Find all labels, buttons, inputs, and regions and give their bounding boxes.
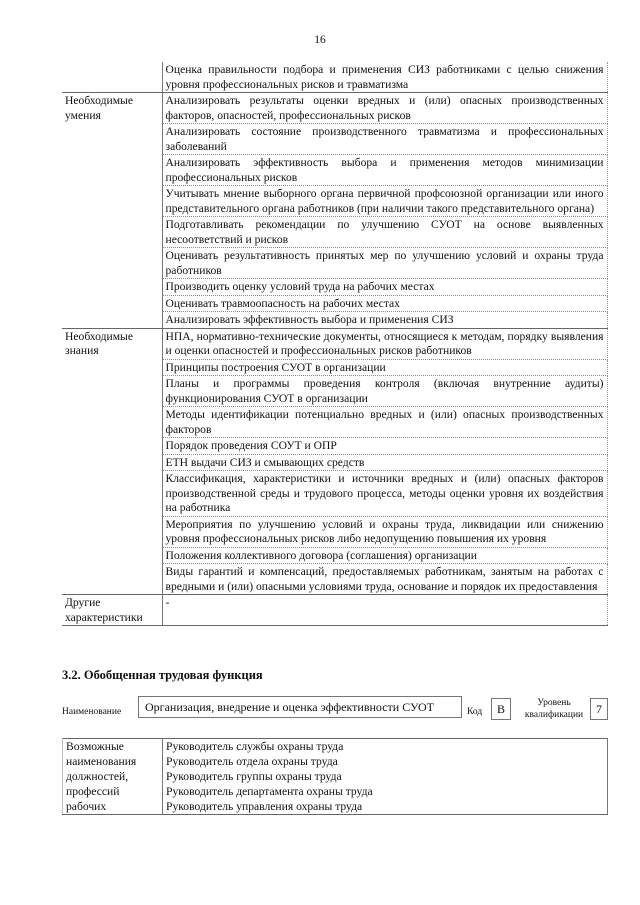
knowledge-item: Методы идентификации потенциально вредных и (или) опасных производственных факторов xyxy=(162,407,607,438)
job-title-item: Руководитель отдела охраны труда xyxy=(166,755,338,768)
skill-item: Оценивать результативность принятых мер по улучшению условий и охраны труда работников xyxy=(162,248,607,279)
skill-item: Учитывать мнение выборного органа первичной профсоюзной организации или иного представительного органа работников (при наличии такого представительного органа) xyxy=(162,186,607,217)
other-characteristics-label: Другие характеристики xyxy=(62,595,162,626)
job-title-item: Руководитель группы охраны труда xyxy=(166,770,342,783)
function-name-value: Организация, внедрение и оценка эффективности СУОТ xyxy=(138,696,462,718)
page-number: 16 xyxy=(314,34,326,46)
code-value: В xyxy=(491,698,511,720)
skills-label: Необходимые умения xyxy=(62,93,162,329)
skill-item: Анализировать состояние производственного травматизма и профессиональных заболеваний xyxy=(162,124,607,155)
skill-item: Оценивать травмоопасность на рабочих местах xyxy=(162,295,607,312)
skill-item: Подготавливать рекомендации по улучшению СУОТ на основе выявленных несоответствий и рисков xyxy=(162,217,607,248)
job-titles-table xyxy=(62,738,608,815)
qualification-level-label: Уровень квалификации xyxy=(524,698,584,720)
skill-item: Анализировать эффективность выбора и применения методов минимизации профессиональных рисков xyxy=(162,155,607,186)
knowledge-item: Принципы построения СУОТ в организации xyxy=(162,359,607,376)
job-title-item: Руководитель управления охраны труда xyxy=(163,799,608,815)
knowledge-item: НПА, нормативно-технические документы, относящиеся к методам, порядку выявления и оценки опасностей и профессиональных рисков работников xyxy=(162,328,607,359)
knowledge-item: Положения коллективного договора (соглашения) организации xyxy=(162,547,607,564)
knowledge-item: ЕТН выдачи СИЗ и смывающих средств xyxy=(162,454,607,471)
knowledge-item: Мероприятия по улучшению условий и охраны труда, ликвидации или снижению уровня профессиональных рисков либо недопущению повышения их уровня xyxy=(162,516,607,547)
code-label: Код xyxy=(467,707,483,717)
qualification-level-value: 7 xyxy=(590,698,608,720)
carry-over-item: Оценка правильности подбора и применения СИЗ работниками с целью снижения уровня профессиональных рисков и травматизма xyxy=(162,62,607,93)
job-title-row xyxy=(63,739,608,755)
section-heading: 3.2. Обобщенная трудовая функция xyxy=(62,668,263,682)
name-label: Наименование xyxy=(62,707,122,717)
carry-over-row xyxy=(62,62,607,93)
skill-item: Производить оценку условий труда на рабочих местах xyxy=(162,279,607,296)
empty-label-cell xyxy=(62,62,162,93)
knowledge-item: Порядок проведения СОУТ и ОПР xyxy=(162,438,607,455)
other-characteristics-row xyxy=(62,595,607,626)
knowledge-item-row xyxy=(62,328,607,359)
generalized-function-header xyxy=(62,696,612,726)
knowledge-label: Необходимые знания xyxy=(62,328,162,595)
requirements-table xyxy=(62,62,608,626)
skill-item-row xyxy=(62,93,607,124)
other-characteristics-value: - xyxy=(162,595,607,626)
job-titles-label: Возможные наименования должностей, профессий рабочих xyxy=(63,739,163,815)
job-title-item: Руководитель департамента охраны труда xyxy=(166,785,373,798)
job-title-item: Руководитель службы охраны труда xyxy=(166,740,344,753)
skill-item: Анализировать результаты оценки вредных и (или) опасных производственных факторов, опасностей, профессиональных рисков xyxy=(162,93,607,124)
knowledge-item: Виды гарантий и компенсаций, предоставляемых работникам, занятым на работах с вредными и (или) опасными условиями труда, основание и порядок их предоставления xyxy=(162,564,607,595)
knowledge-item: Классификация, характеристики и источники вредных и (или) опасных факторов производственной среды и трудового процесса, методы оценки уровня их воздействия на работника xyxy=(162,471,607,517)
knowledge-item: Планы и программы проведения контроля (включая внутренние аудиты) функционирования СУОТ в организации xyxy=(162,376,607,407)
skill-item: Анализировать эффективность выбора и применения СИЗ xyxy=(162,312,607,329)
